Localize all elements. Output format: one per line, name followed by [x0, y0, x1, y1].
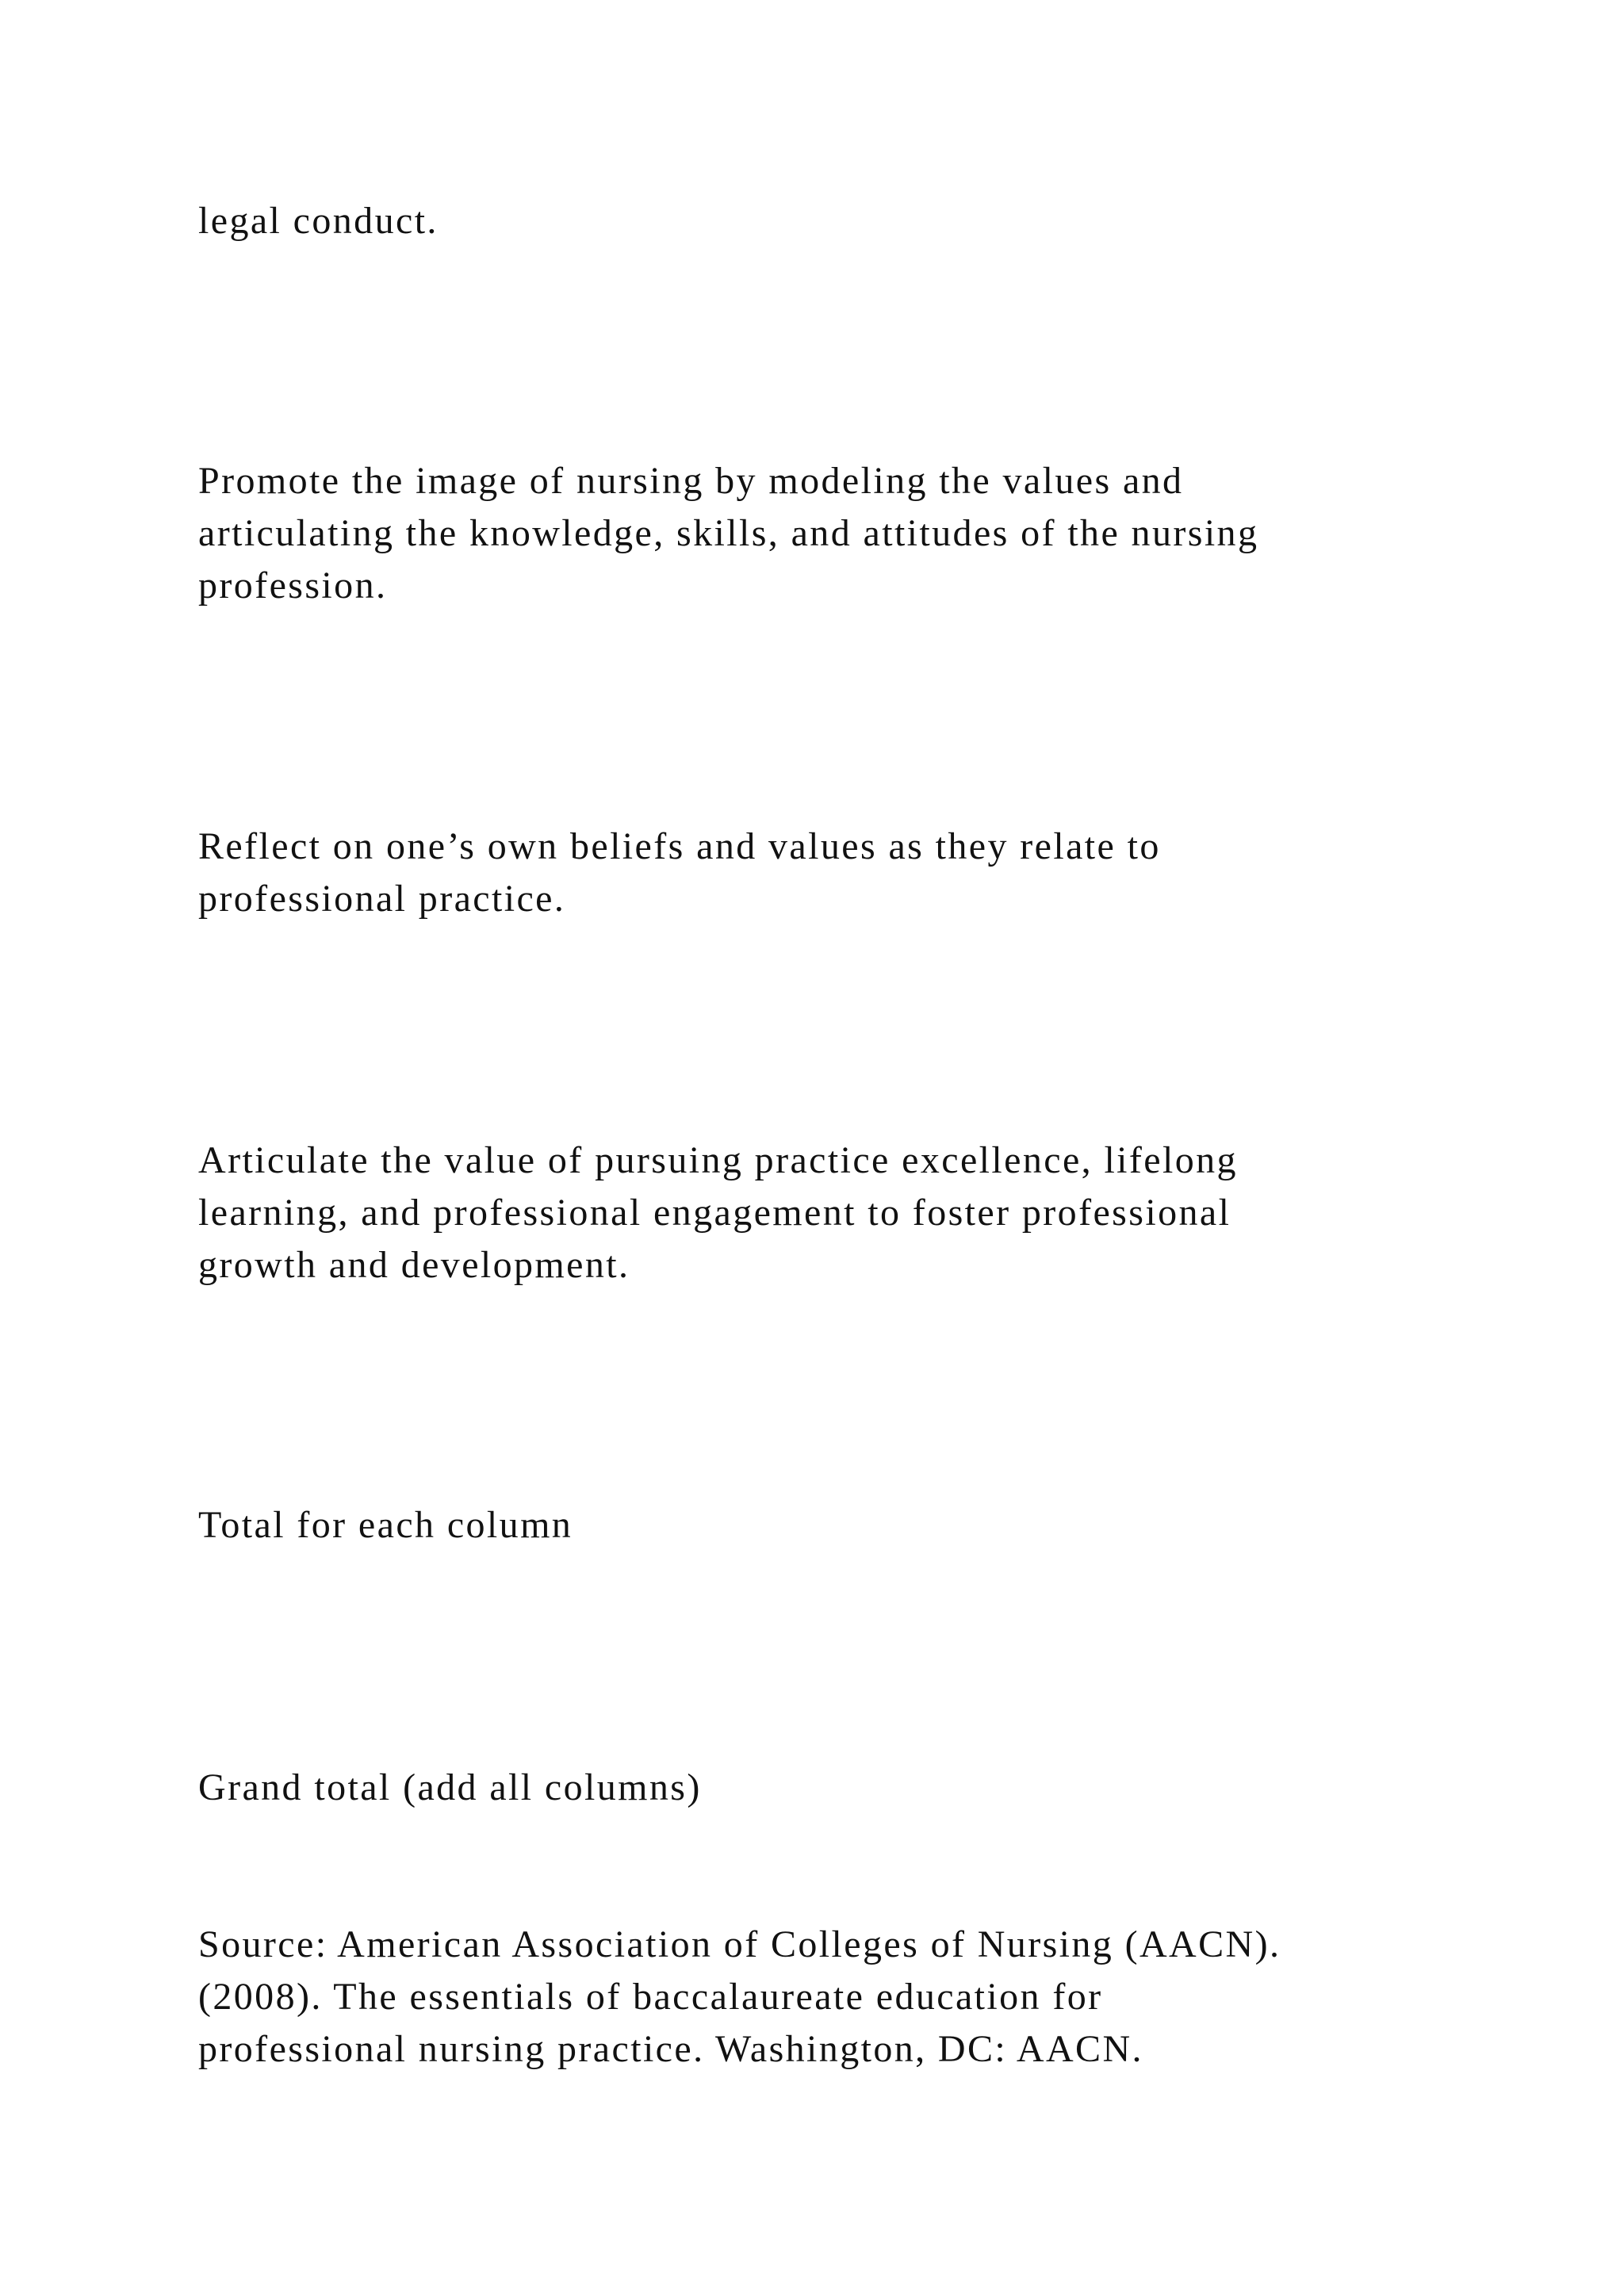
text-line: Source: American Association of Colleges of Nursing (AACN).	[198, 1923, 1281, 1965]
text-line: Promote the image of nursing by modeling the values and	[198, 460, 1184, 502]
text-line: Articulate the value of pursuing practice excellence, lifelong	[198, 1139, 1238, 1181]
paragraph-source-citation	[198, 1919, 1499, 2076]
paragraph-articulate-value	[198, 1135, 1499, 1292]
text-line: (2008). The essentials of baccalaureate education for	[198, 1976, 1103, 2018]
text-line: growth and development.	[198, 1244, 630, 1286]
text-line: Total for each column	[198, 1504, 573, 1546]
text-line: learning, and professional engagement to foster professional	[198, 1192, 1231, 1234]
text-line: Reflect on one’s own beliefs and values as they relate to	[198, 825, 1161, 867]
paragraph-grand-total	[198, 1762, 1499, 1814]
text-line: professional nursing practice. Washington, DC: AACN.	[198, 2028, 1143, 2070]
paragraph-total-each-column	[198, 1499, 1499, 1552]
text-line: profession.	[198, 564, 388, 607]
text-line: Grand total (add all columns)	[198, 1766, 702, 1808]
text-line: professional practice.	[198, 878, 566, 920]
paragraph-legal-conduct	[198, 195, 1499, 247]
text-line: legal conduct.	[198, 200, 439, 242]
paragraph-promote-image	[198, 455, 1499, 612]
text-line: articulating the knowledge, skills, and attitudes of the nursing	[198, 512, 1259, 554]
paragraph-reflect-beliefs	[198, 821, 1499, 925]
